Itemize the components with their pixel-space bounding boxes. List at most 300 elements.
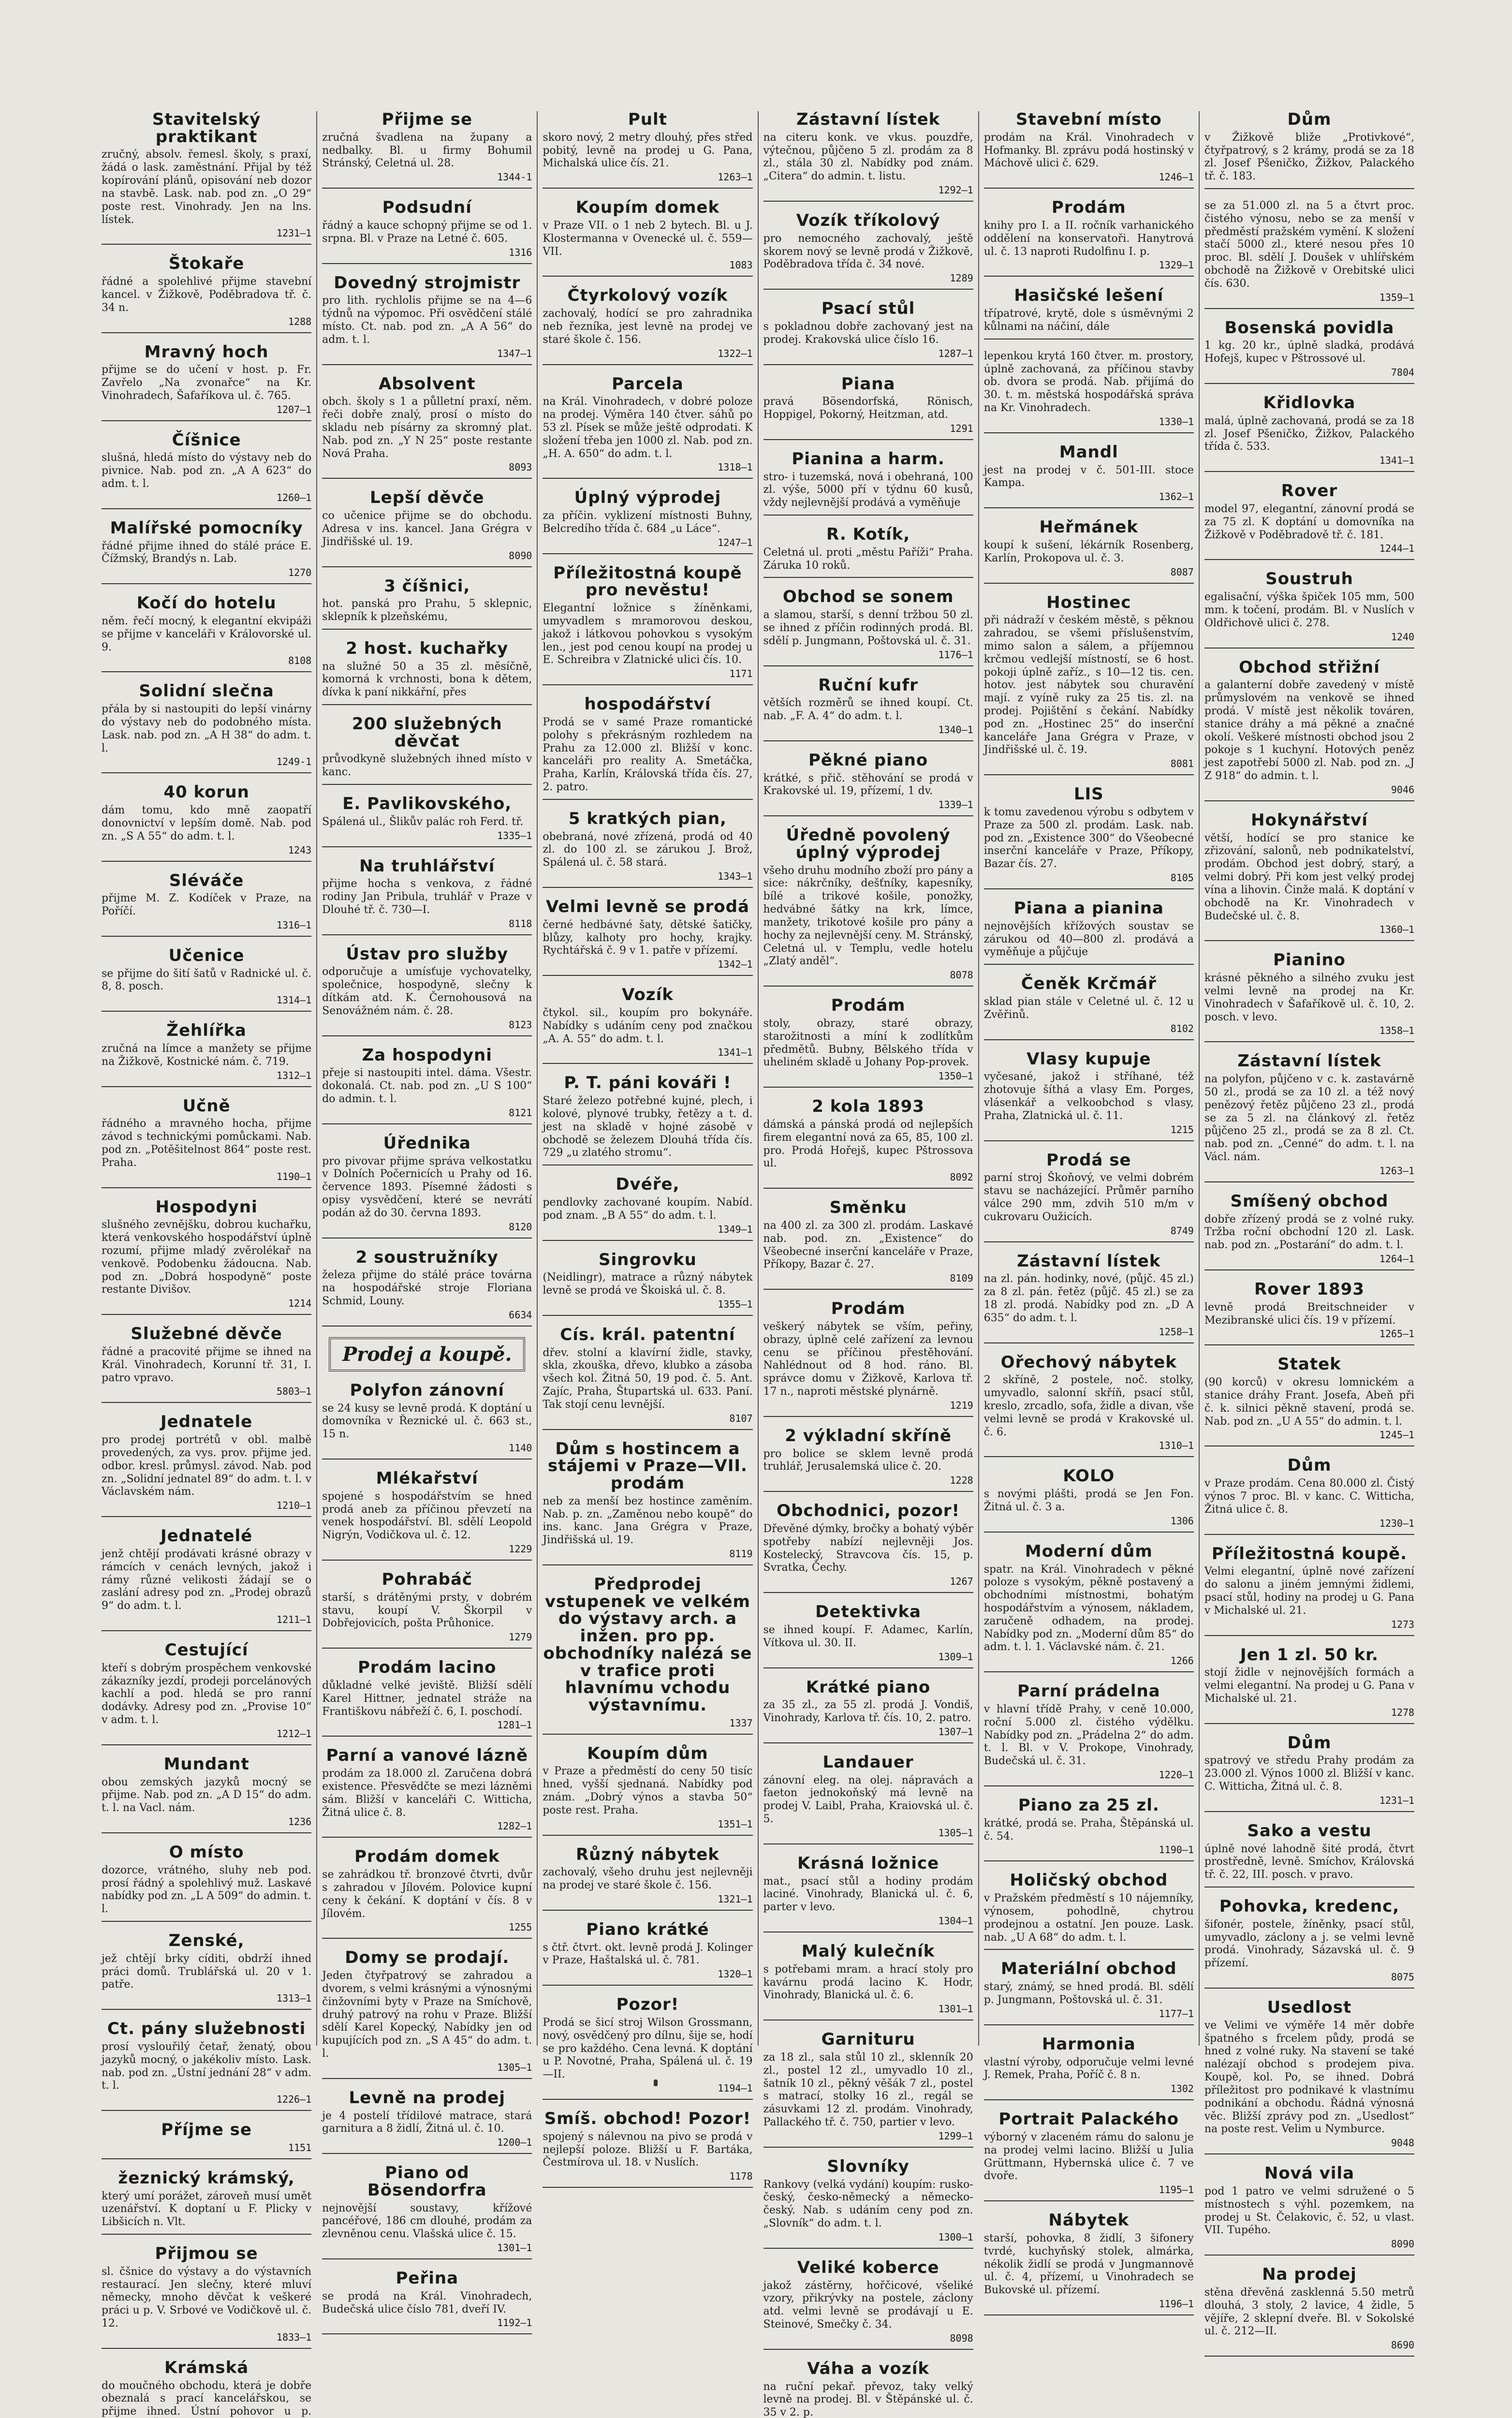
classified-ad <box>1204 320 1414 384</box>
classified-ad <box>322 858 532 935</box>
classified-ad <box>763 1943 973 2020</box>
ad-body: průvodkyně služebných ihned místo v kanc. <box>322 753 532 779</box>
ad-code: 8108 <box>288 655 312 667</box>
ad-body: nejnovější soustavy, křížové pancéřové, 186 cm dlouhé, prodám za zlevněnou cenu. Vlašská ulice č. 15. <box>322 2202 532 2241</box>
ad-heading: Smíš. obchod! Pozor! <box>544 2109 751 2129</box>
ad-body: jenž chtějí prodávati krásné obrazy v rámcích v cenách levných, jakož i rámy různé velikosti žádají se o zaslání adresy pod zn. „Prodej obrazů 9“ do adm. t. l. <box>102 1548 312 1612</box>
ad-code: 1306 <box>1170 1515 1194 1527</box>
classified-ad <box>984 1543 1194 1672</box>
ad-heading: Vlasy kupuje <box>1027 1049 1151 1069</box>
ad-body: přijme hocha s venkova, z řádné rodiny Jan Pribula, truhlář v Praze v Dlouhé tř. č. 730—I. <box>322 878 532 916</box>
ad-code: 1266 <box>1170 1655 1194 1667</box>
classified-ad <box>322 489 532 567</box>
ad-heading: Dům <box>1287 1733 1332 1753</box>
ad-heading: Hospodyni <box>155 1197 258 1217</box>
ad-body: černé hedbávné šaty, dětské šatičky, blůzy, kalhoty pro hochy, krajky. Rychtářská č. 9 v 1. patře v přízemí. <box>543 918 753 957</box>
ad-heading: žeznický krámský, <box>118 2168 295 2188</box>
ad-heading: Mravný hoch <box>144 342 269 362</box>
classified-ad <box>102 2245 311 2349</box>
ad-heading: Nová vila <box>1264 2164 1355 2183</box>
ad-heading: hospodářství <box>584 694 711 714</box>
ad-heading: 200 služebných děvčat <box>352 714 502 751</box>
ad-heading: 5 kratkých pian, <box>568 809 727 828</box>
ad-heading: Dům s hostincem a stájemi v Praze—VII. prodám <box>547 1439 748 1493</box>
ad-heading: Slovníky <box>827 2156 910 2176</box>
ad-heading: Různý nábytek <box>575 1844 719 1864</box>
ad-code: 1200—1 <box>497 2137 532 2149</box>
ad-heading: Přijmou se <box>155 2244 258 2264</box>
ad-body: se za 51.000 zl. na 5 a čtvrt proc. čistého výnosu, nebo se za menší v předměstí pražském vymění. K složení stačí 5000 zl., které nesou přes 10 proc. Bl. sdělí J. Doušek v uhlířském obchodě na Žižkově v Orebitské ulici čís. 630. <box>1204 200 1415 290</box>
ad-code: 1343—1 <box>718 870 753 883</box>
classified-ad <box>102 520 311 584</box>
ad-heading: Zástavní lístek <box>796 110 940 129</box>
ad-code: 1194—1 <box>718 2082 753 2094</box>
ad-body: skoro nový, 2 metry dlouhý, přes střed pobitý, levně na prodej u G. Pana, Michalská ulice čís. 21. <box>543 131 753 170</box>
ad-code: 1335—1 <box>497 829 532 841</box>
ad-code: 1245—1 <box>1379 1429 1415 1441</box>
ad-body: sklad pian stále v Celetné ul. č. 12 u Zvěřinů. <box>984 996 1194 1021</box>
ad-body: (Neidlingr), matrace a různý nábytek levně se prodá ve Škoiská ul. č. 8. <box>543 1271 753 1297</box>
ad-code: 1230—1 <box>1379 1517 1415 1529</box>
ad-body: starší, pohovka, 8 židlí, 3 šifonery tvrdé, kuchyňský stolek, almárka, nékolik židlí se prodá v Jungmannově ul. č. 4, přízemí, u Vinohradech se Bukovské ul. přízemí. <box>984 2232 1194 2297</box>
ad-body: (90 korců) v okresu lomnickém a stanice dráhy Frant. Josefa, Abeň při č. k. silnici pěkně stavení, prodá se. Nab. pod zn. „U A 55“ do admin. t. l. <box>1204 1376 1415 1428</box>
ad-heading: Rover <box>1281 481 1338 501</box>
ad-body: s pokladnou dobře zachovaný jest na prodej. Krakovská ulice číslo 16. <box>763 320 973 346</box>
classified-ad <box>763 2259 973 2350</box>
classified-ad <box>322 1659 532 1737</box>
ad-heading: Pohrabáč <box>382 1570 473 1590</box>
ad-heading: Detektivka <box>815 1602 922 1622</box>
ad-code: 1322—1 <box>718 347 753 359</box>
ad-code: 1177—1 <box>1159 2007 1194 2020</box>
classified-ad <box>322 111 532 189</box>
ad-body: nejnovějších křížových soustav se zárukou od 40—800 zl. prodává a vyměňuje a půjčuje <box>984 920 1194 958</box>
ad-heading: Landauer <box>822 1752 914 1772</box>
ad-body: přijme se do učení v host. p. Fr. Zavřelo „Na zvonařce“ na Kr. Vinohradech, Šafaříkova ul. č. 765. <box>102 364 312 402</box>
classified-ad <box>322 640 532 705</box>
ad-heading: Pěkné piano <box>808 750 928 770</box>
ad-body: obou zemských jazyků mocný se přijme. Nab. pod zn. „A D 15“ do adm. t. l. na Vacl. nám. <box>102 1776 312 1814</box>
ad-body: jež chtějí brky cíditi, obdrží ihned práci domů. Trublářská ul. 20 v 1. patře. <box>102 1952 312 1991</box>
ad-body: řádné přijme ihned do stálé práce E. Čížmský, Brandýs n. Lab. <box>102 540 312 565</box>
ad-body: zručná švadlena na župany a nedbalky. Bl. u firmy Bohumil Stránský, Celetná ul. 28. <box>322 131 532 170</box>
ad-heading: Piano za 25 zl. <box>1018 1796 1160 1815</box>
classified-ad <box>1204 1823 1414 1887</box>
ad-body: krátké, prodá se. Praha, Štěpánská ul. č. 54. <box>984 1817 1194 1843</box>
ad-heading: Portrait Palackého <box>998 2109 1179 2129</box>
ad-body: a slamou, starší, s denní tržbou 50 zl. se ihned z příčin rodinných prodá. Bl. sdělí p. Jungmann, Poštovská ul. č. 31. <box>763 609 973 647</box>
ad-heading: Dům <box>1287 1456 1332 1475</box>
classified-ad <box>322 199 532 264</box>
classified-ad <box>543 811 752 888</box>
ad-heading: Materiální obchod <box>1000 1959 1177 1979</box>
ad-heading: Ruční kufr <box>818 675 918 695</box>
ad-code: 8078 <box>950 969 973 981</box>
ad-code: 9046 <box>1391 783 1415 796</box>
ad-code: 8121 <box>509 1106 532 1119</box>
ad-code: 1219 <box>950 1399 973 1411</box>
ad-body: v Pražském předměstí s 10 nájemníky, výnosem, pohodlně, chytrou prodejnou a ostatní. Jen pouze. Lask. nab. „U A 68“ do adm. t. l. <box>984 1892 1194 1944</box>
classified-ad <box>763 526 973 578</box>
ad-code: 1350—1 <box>938 1070 973 1082</box>
classified-ad <box>1204 395 1414 472</box>
ad-heading: Vozík tříkolový <box>796 211 940 230</box>
classified-ad <box>1204 200 1414 309</box>
classified-ad <box>322 376 532 479</box>
ad-heading: Parní prádelna <box>1017 1681 1160 1701</box>
classified-ad <box>322 1848 532 1939</box>
ad-heading: Prodám domek <box>354 1847 500 1867</box>
ad-code: 1260—1 <box>276 491 312 503</box>
ad-heading: Mundant <box>163 1754 250 1774</box>
ad-body: krásné pěkného a silného zvuku jest velmi levně na prodej na Kr. Vinohradech v Šafaříkově ul. č. 10, 2. posch. v levo. <box>1204 972 1415 1023</box>
classified-ad <box>322 716 532 785</box>
ad-heading: Heřmánek <box>1039 517 1139 537</box>
ad-code: 8092 <box>950 1171 973 1183</box>
ad-body: zánovní eleg. na olej. nápravách a faeton jednokoňský má levně na prodej V. Laibl, Praha, Kraiovská ul. č. 5. <box>763 1774 973 1826</box>
ad-heading: Smíšený obchod <box>1230 1191 1389 1211</box>
ad-code: 9048 <box>1391 2137 1415 2149</box>
ad-code: 1178 <box>729 2170 753 2182</box>
classified-ad <box>763 827 973 987</box>
ad-body: sl. čšnice do výstavy a do výstavních restaurací. Jen slečny, které mluví německy, mnoho děvčat k veškeré práci u p. V. Srbové ve Vodičkově ul. č. 12. <box>102 2265 312 2330</box>
ad-heading: O místo <box>169 1843 244 1862</box>
ad-body: řádného a mravného hocha, přijme závod s technickými pomůckami. Nab. pod zn. „Potěšitelnost 864“ poste rest. Praha. <box>102 1118 312 1169</box>
classified-ad <box>984 2036 1194 2100</box>
column-5 <box>979 110 1200 2310</box>
ad-heading: Cestující <box>164 1640 249 1660</box>
ad-body: pro pivovar přijme správa velkostatku v Dolních Počernicích u Prahy od 16. července 1893. Písemné žádosti s opisy vysvědčení, které se nevrátí podán až do 30. června 1893. <box>322 1155 532 1219</box>
classified-ad <box>102 683 311 773</box>
ad-code: 1243 <box>288 844 312 856</box>
section-banner: Prodej a koupě. <box>329 1337 525 1371</box>
ad-code: 1263—1 <box>718 171 753 183</box>
classified-ad <box>763 376 973 440</box>
column-6 <box>1200 110 1419 2351</box>
ad-body: kteří s dobrým prospěchem venkovské zákazníky jezdí, prodeji porcelánových kachlí a pod. hledá se pro ranní dodávky. Adresy pod zn. „Provise 10“ v adm. t. l. <box>102 1662 312 1726</box>
classified-ad <box>543 696 752 800</box>
classified-ad <box>322 2090 532 2154</box>
ad-body: pravá Bösendorfská, Rönisch, Hoppigel, Pokorný, Heitzman, atd. <box>763 396 973 421</box>
ad-heading: Koupím dům <box>587 1743 708 1763</box>
ad-code: 1304—1 <box>938 1915 973 1927</box>
classified-ad <box>1204 1546 1414 1636</box>
classified-ad <box>322 1047 532 1124</box>
ad-code: 1211—1 <box>276 1614 312 1626</box>
ad-heading: Za hospodyni <box>362 1045 492 1065</box>
ad-heading: Obchod střižní <box>1239 657 1380 677</box>
ad-body: se 24 kusy se levně prodá. K doptání u domovníka v Řeznické ul. č. 663 st., 15 n. <box>322 1402 532 1441</box>
ad-heading: Zástavní lístek <box>1237 1051 1381 1071</box>
ad-heading: Prodá se <box>1046 1150 1131 1170</box>
classified-ad <box>543 565 752 686</box>
ad-body: v hlavní třídě Prahy, v ceně 10.000, roční 5.000 zl. čistého výdělku. Nabídky pod zn. „Prádelna 2“ do adm. t. l. Bl. v V. Prokope, Vinohrady, Budečská ul. č. 31. <box>984 1703 1194 1768</box>
ad-body: který umí porážet, zároveň musí umět uzenářství. K doptaní u F. Plicky v Libšicích n. Vlt. <box>102 2190 312 2228</box>
ad-code: 1264—1 <box>1379 1253 1415 1265</box>
ad-heading: Pozor! <box>616 1995 679 2015</box>
ad-code: 8102 <box>1170 1022 1194 1034</box>
ad-code: 1301—1 <box>938 2003 973 2015</box>
column-3 <box>538 110 758 2182</box>
classified-ad <box>322 1470 532 1561</box>
ad-body: řádný a kauce schopný přijme se od 1. srpna. Bl. v Praze na Letné č. 605. <box>322 219 532 245</box>
classified-ad <box>984 975 1194 1040</box>
classified-ad <box>763 677 973 741</box>
ad-body: dám tomu, kdo mně zaopatří donovnictví v lepším domě. Nab. pod zn. „S A 55“ do adm. t. l. <box>102 804 312 842</box>
classified-ad <box>1204 1735 1414 1812</box>
ad-body: Prodá se šicí stroj Wilson Grossmann, nový, osvědčený pro dílnu, šije se, hodí se pro každého. Cena levná. K doptání u P. Novotné, Praha, Spálená ul. č. 19—II. <box>543 2016 753 2081</box>
ad-body: s čtř. čtvrt. okt. levně prodá J. Kolinger v Praze, Haštalská ul. č. 781. <box>543 1941 753 1967</box>
ad-code: 6634 <box>509 1309 532 1321</box>
ad-code: 1314—1 <box>276 994 312 1006</box>
classified-ad <box>763 212 973 290</box>
ad-code: 1273 <box>1391 1618 1415 1630</box>
ad-body: jest na prodej v č. 501-III. stoce Kampa. <box>984 464 1194 489</box>
classified-ad <box>1204 483 1414 560</box>
ad-body: dámská a pánská prodá od nejlepších firem elegantní nová za 65, 85, 100 zl. pro. Prodá Hořejš, kupec Pštrossova ul. <box>763 1118 973 1170</box>
ad-body: zachovalý, všeho druhu jest nejlevněji na prodej ve staré škole č. 156. <box>543 1866 753 1892</box>
classified-ad <box>102 1844 311 1922</box>
ad-code: 8105 <box>1170 872 1194 884</box>
classified-ad <box>102 111 311 245</box>
ad-code: 1291 <box>950 422 973 434</box>
ad-heading: P. T. páni kováři ! <box>564 1073 732 1093</box>
ad-code: 1344-1 <box>497 171 532 183</box>
ad-body: pro prodej portrétů v obl. malbě provedených, za vys. prov. přijme jed. odbor. kresl. průmysl. závod. Nab. pod zn. „Solidní jednatel 89“ do adm. t. l. v Václavském nám. <box>102 1434 312 1498</box>
classified-ad <box>102 784 311 861</box>
ad-body: Elegantní ložnice s žíněnkami, umyvadlem s mramorovou deskou, jakož i látkovou pohovkou s vysokým len., jest pod cenou koupí na prodej u E. Schreibra v Zlatnické ulici čís. 10. <box>543 602 753 666</box>
classified-ad <box>543 111 752 189</box>
ad-body: přála by si nastoupiti do lepší vinárny do výstavy neb do podobného místa. Lask. nab. pod zn. „A H 38“ do adm. t. l. <box>102 703 312 754</box>
ad-body: zručný, absolv. řemesl. školy, s praxí, žádá o lask. zaměstnání. Přijal by též kopírování plánů, opisování neb dozor na stavbě. Lask. nab. pod zn. „O 29“ poste rest. Vinohrady. Jen na lns. lístek. <box>102 148 312 226</box>
ad-body: vlastní výroby, odporučuje velmi levné J. Remek, Praha, Poříč č. 8 n. <box>984 2056 1194 2081</box>
ad-heading: Ct. pány služebnosti <box>107 2019 306 2039</box>
ad-code: 1240 <box>1391 631 1415 643</box>
ad-code: 1359—1 <box>1379 291 1415 303</box>
ad-code: 1318—1 <box>718 461 753 473</box>
ad-heading: Na truhlářství <box>359 856 495 876</box>
ad-heading: Prodám <box>1051 198 1126 218</box>
ad-code: 1355—1 <box>718 1298 753 1310</box>
ad-code: 1341—1 <box>718 1047 753 1059</box>
ad-body: se prodá na Král. Vinohradech, Budečská ulice číslo 781, dveří IV. <box>322 2290 532 2315</box>
ad-body: spatrový ve středu Prahy prodám za 23.000 zl. Výnos 1000 zl. Bližší v kanc. C. Witticha, Žitná ul. č. 8. <box>1204 1755 1415 1793</box>
ad-code: 1220—1 <box>1159 1769 1194 1781</box>
ad-heading: Služebné děvče <box>131 1324 282 1344</box>
ad-body: Rankovy (velká vydání) koupím: rusko-český, česko-německý a německo-český. Nab. s udáním ceny pod zn. „Slovník“ do adm. t. l. <box>763 2178 973 2230</box>
ad-code: 1265—1 <box>1379 1328 1415 1340</box>
classified-ad <box>543 1921 752 1986</box>
classified-ad <box>322 946 532 1036</box>
ad-code: 1337 <box>729 1717 753 1729</box>
ad-code: 1316—1 <box>276 919 312 931</box>
ad-body: levně prodá Breitschneider v Mezibranské ulici čís. 19 v přízemí. <box>1204 1301 1415 1327</box>
classified-ad <box>763 1754 973 1844</box>
ad-code: 1281—1 <box>497 1719 532 1731</box>
ad-heading: Piana a pianina <box>1013 899 1164 918</box>
classified-ad <box>322 1249 532 1327</box>
ad-code: 1330—1 <box>1159 415 1194 428</box>
ad-heading: Lepší děvče <box>369 488 484 508</box>
ad-code: 8090 <box>1391 2238 1415 2250</box>
ad-heading: Mandl <box>1059 442 1118 462</box>
classified-ad <box>543 987 752 1064</box>
ad-heading: Nábytek <box>1048 2211 1130 2230</box>
ad-heading: Usedlost <box>1267 1998 1352 2018</box>
classified-ad <box>763 1098 973 1189</box>
ad-code: 1360—1 <box>1379 924 1415 936</box>
ad-heading: Štokaře <box>168 254 245 274</box>
ad-heading: Polyfon zánovní <box>350 1380 505 1400</box>
ad-body: knihy pro I. a II. ročník varhanického oddělení na konservatoři. Hanytrová ul. č. 13 naproti Rudolfinu I. p. <box>984 219 1194 258</box>
ad-code: 1171 <box>729 668 753 680</box>
ad-body: prodám na Král. Vinohradech v Hofmanky. Bl. zprávu podá hostinský v Máchově ulici č. 629. <box>984 131 1194 170</box>
classified-ad <box>984 1354 1194 1458</box>
ad-body: starý, známý, se hned prodá. Bl. sdělí p. Jungmann, Poštovská ul. č. 31. <box>984 1981 1194 2006</box>
ad-code: 1310—1 <box>1159 1440 1194 1452</box>
ad-heading: Ústav pro služby <box>346 944 509 964</box>
ad-heading: Pianina a harm. <box>792 449 945 469</box>
ad-heading: Jednatelé <box>160 1526 253 1546</box>
ad-heading: Žehlířka <box>166 1021 247 1041</box>
ad-body: parní stroj Škoňový, ve velmi dobrém stavu se nacházející. Průměr parního válce 290 mm, zdvih 510 m/m v cukrovaru Oužicích. <box>984 1172 1194 1223</box>
ad-code: 8109 <box>950 1272 973 1284</box>
ad-heading: Harmonia <box>1042 2034 1136 2054</box>
ad-body: stoly, obrazy, staré obrazy, starožitnosti a míní k zodlítkům předmětů. Bubny, Bělského třída v uheliném skladě u Johany Pop-provek. <box>763 1017 973 1069</box>
ad-heading: Malý kulečník <box>801 1942 935 1961</box>
ad-heading: Statek <box>1277 1355 1341 1374</box>
ad-body: malá, úplně zachovaná, prodá se za 18 zl. Josef Pšeničko, Žižkov, Palackého třída č. 533. <box>1204 414 1415 453</box>
classified-ad <box>1204 2266 1414 2357</box>
ad-heading: 2 výkladní skříně <box>785 1426 952 1445</box>
ad-heading: Stavitelský praktikant <box>152 110 261 147</box>
ad-heading: Solidní slečna <box>139 681 274 701</box>
ad-code: 1267 <box>950 1576 973 1588</box>
classified-ad <box>543 1846 752 1911</box>
classified-ad <box>763 451 973 516</box>
classified-ad <box>102 595 311 672</box>
ad-code: 1278 <box>1391 1706 1415 1718</box>
classified-ad <box>102 344 311 421</box>
ad-body: výborný v zlaceném rámu do salonu je na prodej velmi lacino. Bližší u Julia Grüttmann, Hybernská ulice č. 7 ve dvoře. <box>984 2131 1194 2182</box>
classified-ad <box>984 594 1194 776</box>
ad-code: 1083 <box>729 259 753 271</box>
ad-code: 1347—1 <box>497 347 532 359</box>
ad-body: koupí k sušení, lékárník Rosenberg, Karlín, Prokopova ul. č. 3. <box>984 539 1194 564</box>
classified-ad <box>984 1683 1194 1786</box>
classified-ad <box>102 1528 311 1631</box>
ad-heading: Předprodej vstupenek ve velkém do výstavy arch. a inžen. pro pp. obchodníky nalézá se v trafice proti hlavnímu vchodu výstavnímu. <box>543 1575 752 1715</box>
ad-body: zachovalý, hodící se pro zahradnika neb řezníka, jest levně na prodej ve staré škole č. 156. <box>543 308 753 346</box>
ad-heading: Levně na prodej <box>349 2088 505 2108</box>
ad-code: 8120 <box>509 1221 532 1233</box>
classified-ad <box>543 1252 752 1316</box>
ad-body: mat., psací stůl a hodiny prodám laciné. Vinohrady, Blanická ul. č. 6, parter v levo. <box>763 1875 973 1914</box>
ad-heading: Piana <box>841 374 895 394</box>
classified-ad <box>102 1326 311 1403</box>
classified-ad <box>543 1327 752 1430</box>
ad-body: obch. školy s 1 a půlletní praxí, něm. řeči dobře znalý, prosí o místo do skladu neb písárny za skromný plat. Nab. pod zn. „Y N 25“ poste restante Nová Praha. <box>322 396 532 460</box>
column-4 <box>759 110 979 2418</box>
ad-code: 8075 <box>1391 1971 1415 1983</box>
ad-heading: Zenské, <box>168 1931 245 1951</box>
classified-ad <box>543 489 752 554</box>
ad-code: 1307—1 <box>938 1725 973 1738</box>
ad-code: 1340—1 <box>938 723 973 736</box>
ad-heading: Příjme se <box>161 2120 252 2140</box>
classified-ad <box>322 1382 532 1460</box>
ad-code: 1287—1 <box>938 347 973 359</box>
classified-ad <box>1204 2165 1414 2256</box>
ad-heading: Obchodnici, pozor! <box>777 1501 960 1521</box>
classified-ad <box>1204 1999 1414 2154</box>
ad-heading: Piano krátké <box>586 1919 709 1939</box>
classified-ad <box>1204 1053 1414 1182</box>
ad-body: Spálená ul., Šlikův palác roh Ferd. tř. <box>322 815 524 828</box>
ad-body: neb za menší bez hostince zaměním. Nab. p. zn. „Zaměnou nebo koupě“ do ins. kanc. Jana Grégra v Praze, Jindřišská ul. 19. <box>543 1495 753 1547</box>
ad-body: za 35 zl., za 55 zl. prodá J. Vondiš, Vinohrady, Karlova tř. čís. 10, 2. patro. <box>763 1699 973 1725</box>
classified-ad <box>984 1872 1194 1950</box>
ad-code: 1305—1 <box>938 1827 973 1839</box>
ad-code: 5803—1 <box>276 1386 312 1398</box>
ad-heading: 2 host. kuchařky <box>346 638 509 658</box>
classified-ad <box>763 1855 973 1932</box>
ad-body: hot. panská pro Prahu, 5 sklepnic, sklepník k plzeňskému, <box>322 598 532 623</box>
classified-ad <box>984 1961 1194 2025</box>
classified-ad <box>984 519 1194 583</box>
ad-body: lepenkou krytá 160 čtver. m. prostory, úplně zachovaná, za příčinou stavby ob. dvora se prodá. Nab. přijímá do 30. t. m. městská hospodářská správa na Kr. Vinohradech. <box>984 350 1194 414</box>
ad-body: Celetná ul. proti „městu Paříži“ Praha. Záruka 10 roků. <box>763 546 973 572</box>
ad-heading: Úplný výprodej <box>574 488 721 508</box>
classified-ad <box>102 255 311 333</box>
classified-ad <box>984 1051 1194 1141</box>
classified-ad <box>322 1571 532 1649</box>
ad-heading: Krámská <box>164 2358 249 2377</box>
ad-body: pro bolice se sklem levně prodá truhlář, Jerusalemská ulice č. 20. <box>763 1447 973 1473</box>
classified-ad <box>1204 1281 1414 1345</box>
ad-code: 1321—1 <box>718 1893 753 1905</box>
ad-code: 1300—1 <box>938 2231 973 2243</box>
ad-body: s novými plášti, prodá se Jen Fon. Žitná ul. č. 3 a. <box>984 1488 1194 1513</box>
ad-body: prodám za 18.000 zl. Zaručena dobrá existence. Přesvědčte se mezi lázněmi sám. Bližší v kanceláři C. Witticha, Žitná ulice č. 8. <box>322 1768 532 1819</box>
ad-body: přijme M. Z. Kodíček v Praze, na Poříčí. <box>102 892 312 918</box>
classified-ad <box>763 2360 973 2418</box>
ad-code: 1292—1 <box>938 184 973 196</box>
classified-ad <box>984 2111 1194 2201</box>
ad-body: pro nemocného zachovalý, ještě skorem nový se levně prodá v Žižkově, Poděbradova třída č. 34 nové. <box>763 232 973 271</box>
ad-heading: Cís. král. patentní <box>560 1325 735 1344</box>
ad-body: na 400 zl. za 300 zl. prodám. Laskavé nab. pod. zn. „Existence“ do Všeobecné inserční kanceláře v Praze, Příkopy, Bazar č. 27. <box>763 1219 973 1271</box>
ad-heading: LIS <box>1073 784 1104 804</box>
ad-body: třípatrové, krytě, dole s úsměvnými 2 kůlnami na náčiní, dále <box>984 308 1194 333</box>
ad-heading: Pohovka, kredenc, <box>1219 1897 1400 1917</box>
ad-heading: Prodám lacino <box>357 1658 497 1678</box>
ad-code: 1196—1 <box>1159 2298 1194 2310</box>
ad-heading: Prodám <box>831 996 906 1016</box>
classified-ad <box>543 376 752 479</box>
ad-code: 1312—1 <box>276 1069 312 1081</box>
classified-ad <box>763 1199 973 1290</box>
ad-heading: KOLO <box>1063 1466 1115 1486</box>
ad-heading: R. Kotík, <box>826 525 910 545</box>
page-mark <box>654 2079 658 2086</box>
ad-body: Staré železo potřebné kujné, plech, i kolové, plynové trubky, řetězy a t. d. jest na skladě v hojné zásobě v obchodě se železem Dlouhá třída čís. 729 „u zlatého stromu“. <box>543 1095 753 1159</box>
ad-code: 1329—1 <box>1159 259 1194 271</box>
ad-heading: Hasičské lešení <box>1014 286 1164 306</box>
ad-body: Jeden čtyřpatrový se zahradou a dvorem, s velmi krásnými a výnosnými činžovními byty v Praze na Smíchově, druhý patrový na rohu v Praze. Bližší sdělí Karel Kopecký, Nabídky jen od kupujících pod zn. „S A 45“ do adm. t. l. <box>322 1970 532 2060</box>
classified-ad <box>102 1756 311 1833</box>
ad-code: 1289 <box>950 272 973 284</box>
